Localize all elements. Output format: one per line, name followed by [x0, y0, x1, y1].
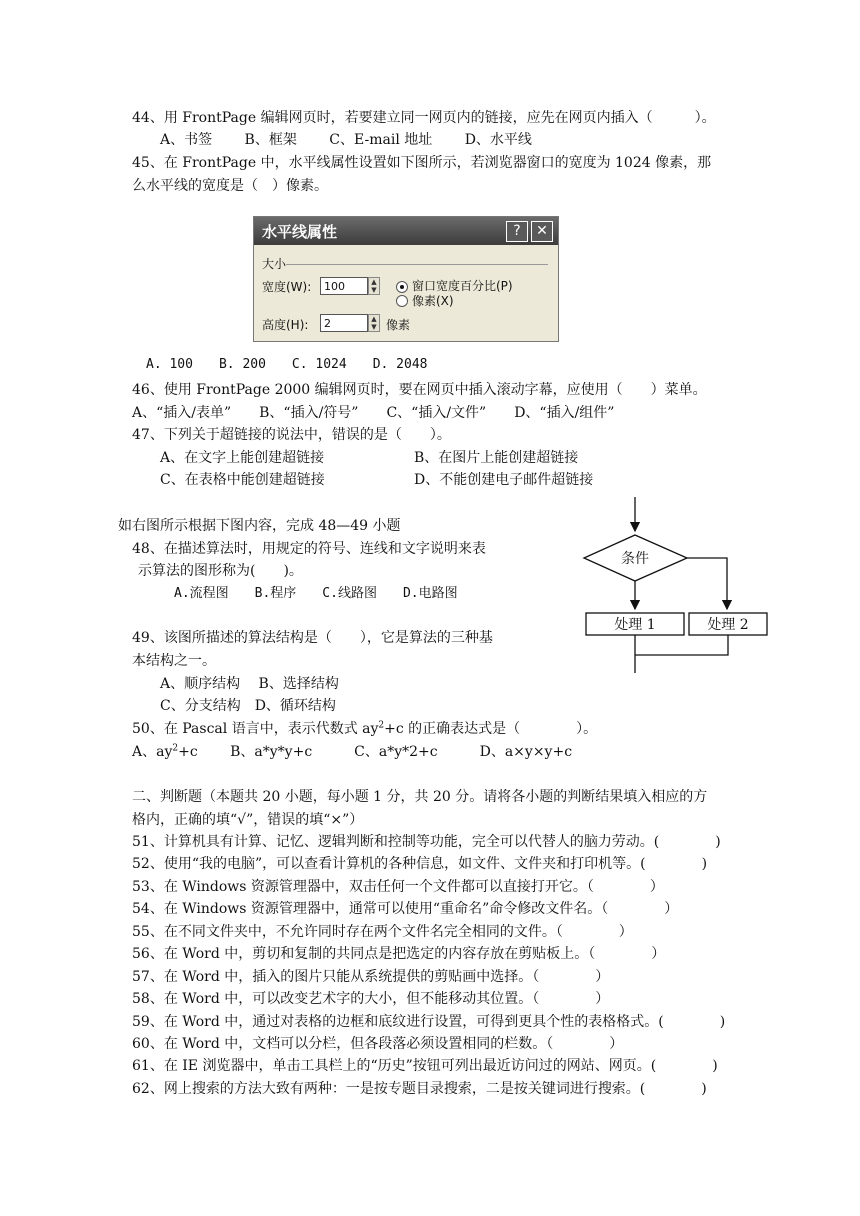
questions-48-49-intro: 如右图所示根据下图内容，完成 48—49 小题	[118, 518, 401, 534]
question-45-line2: 么水平线的宽度是（ ）像素。	[132, 178, 328, 194]
pixels-radio-label: 像素(X)	[412, 294, 454, 308]
no-branch-arrow	[687, 558, 727, 609]
dialog-titlebar	[254, 217, 558, 245]
question-56: 56、在 Word 中，剪切和复制的共同点是把选定的内容存放在剪贴板上。（ ）	[132, 946, 666, 962]
dialog-title: 水平线属性	[262, 223, 338, 241]
question-59: 59、在 Word 中，通过对表格的边框和底纹进行设置，可得到更具个性的表格格式。( )	[132, 1014, 726, 1030]
question-53: 53、在 Windows 资源管理器中，双击任何一个文件都可以直接打开它。（ ）	[132, 879, 664, 895]
question-55: 55、在不同文件夹中，不允许同时存在两个文件名完全相同的文件。（ ）	[132, 924, 633, 940]
height-unit-label: 像素	[386, 318, 411, 332]
question-57: 57、在 Word 中，插入的图片只能从系统提供的剪贴画中选择。（ ）	[132, 969, 610, 985]
height-label: 高度(H):	[262, 318, 309, 332]
condition-label: 条件	[621, 551, 649, 567]
question-51: 51、计算机具有计算、记忆、逻辑判断和控制等功能，完全可以代替人的脑力劳动。( )	[132, 834, 721, 850]
question-47-option-d: D、不能创建电子邮件超链接	[414, 472, 594, 488]
group-divider	[286, 264, 548, 265]
help-icon[interactable]: ?	[506, 221, 528, 242]
question-44: 44、用 FrontPage 编辑网页时，若要建立同一网页内的链接，应先在网页内插入（ ）。	[132, 110, 716, 126]
height-spinner[interactable]: ▲ ▼	[368, 314, 380, 332]
question-47-option-b: B、在图片上能创建超链接	[414, 450, 579, 466]
process-2-label: 处理 2	[707, 617, 749, 633]
question-48-line1: 48、在描述算法时，用规定的符号、连线和文字说明来表	[132, 541, 486, 557]
percent-radio[interactable]	[396, 281, 408, 293]
section-2-heading-line2: 格内，正确的填“√”，错误的填“×”）	[132, 812, 364, 828]
flowchart-diagram	[580, 495, 780, 675]
height-input[interactable]: 2	[320, 314, 368, 332]
section-2-heading-line1: 二、判断题（本题共 20 小题，每小题 1 分，共 20 分。请将各小题的判断结果填入相应的方	[132, 789, 708, 805]
question-50-options: A、$ay^2+c$ B、a*y*y+c C、a*y*2+c D、a×y×y+c	[132, 743, 573, 760]
question-49-line2: 本结构之一。	[132, 653, 216, 669]
percent-radio-label: 窗口宽度百分比(P)	[412, 279, 513, 293]
question-45-options: A. 100 B. 200 C. 1024 D. 2048	[146, 357, 428, 372]
width-input[interactable]: 100	[320, 277, 368, 295]
close-icon[interactable]: ✕	[531, 221, 553, 242]
process-1-label: 处理 1	[614, 617, 656, 633]
question-49-line1: 49、该图所描述的算法结构是（ ），它是算法的三种基	[132, 630, 493, 646]
question-48-options: A.流程图 B.程序 C.线路图 D.电路图	[174, 586, 458, 601]
question-48-line2: 示算法的图形称为( )。	[138, 563, 303, 579]
question-58: 58、在 Word 中，可以改变艺术字的大小，但不能移动其位置。（ ）	[132, 991, 610, 1007]
question-49-options-2: C、分支结构 D、循环结构	[160, 698, 336, 714]
question-45-line1: 45、在 FrontPage 中，水平线属性设置如下图所示，若浏览器窗口的宽度为 1024 像素，那	[132, 155, 712, 171]
width-label: 宽度(W):	[262, 280, 312, 294]
question-61: 61、在 IE 浏览器中，单击工具栏上的“历史”按钮可列出最近访问过的网站、网页。( )	[132, 1058, 718, 1074]
size-group-label: 大小	[262, 257, 287, 271]
question-52: 52、使用“我的电脑”，可以查看计算机的各种信息，如文件、文件夹和打印机等。( )	[132, 856, 708, 872]
question-62: 62、网上搜索的方法大致有两种：一是按专题目录搜索，二是按关键词进行搜索。( )	[132, 1081, 707, 1097]
merge-line-right	[635, 635, 728, 655]
question-54: 54、在 Windows 资源管理器中，通常可以使用“重命名”命令修改文件名。（ ）	[132, 901, 679, 917]
question-47: 47、下列关于超链接的说法中，错误的是（ ）。	[132, 427, 451, 443]
pixels-radio[interactable]	[396, 295, 408, 307]
width-spinner[interactable]: ▲ ▼	[368, 277, 380, 295]
question-60: 60、在 Word 中，文档可以分栏，但各段落必须设置相同的栏数。（ ）	[132, 1036, 624, 1052]
question-49-options-1: A、顺序结构 B、选择结构	[160, 676, 339, 692]
question-47-option-a: A、在文字上能创建超链接	[160, 450, 325, 466]
question-44-options: A、书签 B、框架 C、E-mail 地址 D、水平线	[160, 132, 532, 148]
horizontal-line-properties-dialog	[253, 216, 559, 342]
question-46-options: A、“插入/表单” B、“插入/符号” C、“插入/文件” D、“插入/组件”	[132, 405, 615, 421]
question-46: 46、使用 FrontPage 2000 编辑网页时，要在网页中插入滚动字幕，应使用（ ）菜单。	[132, 382, 707, 398]
question-50: 50、在 Pascal 语言中，表示代数式 $ay^2+c$ 的正确表达式是（ ）。	[132, 720, 598, 737]
question-47-option-c: C、在表格中能创建超链接	[160, 472, 325, 488]
